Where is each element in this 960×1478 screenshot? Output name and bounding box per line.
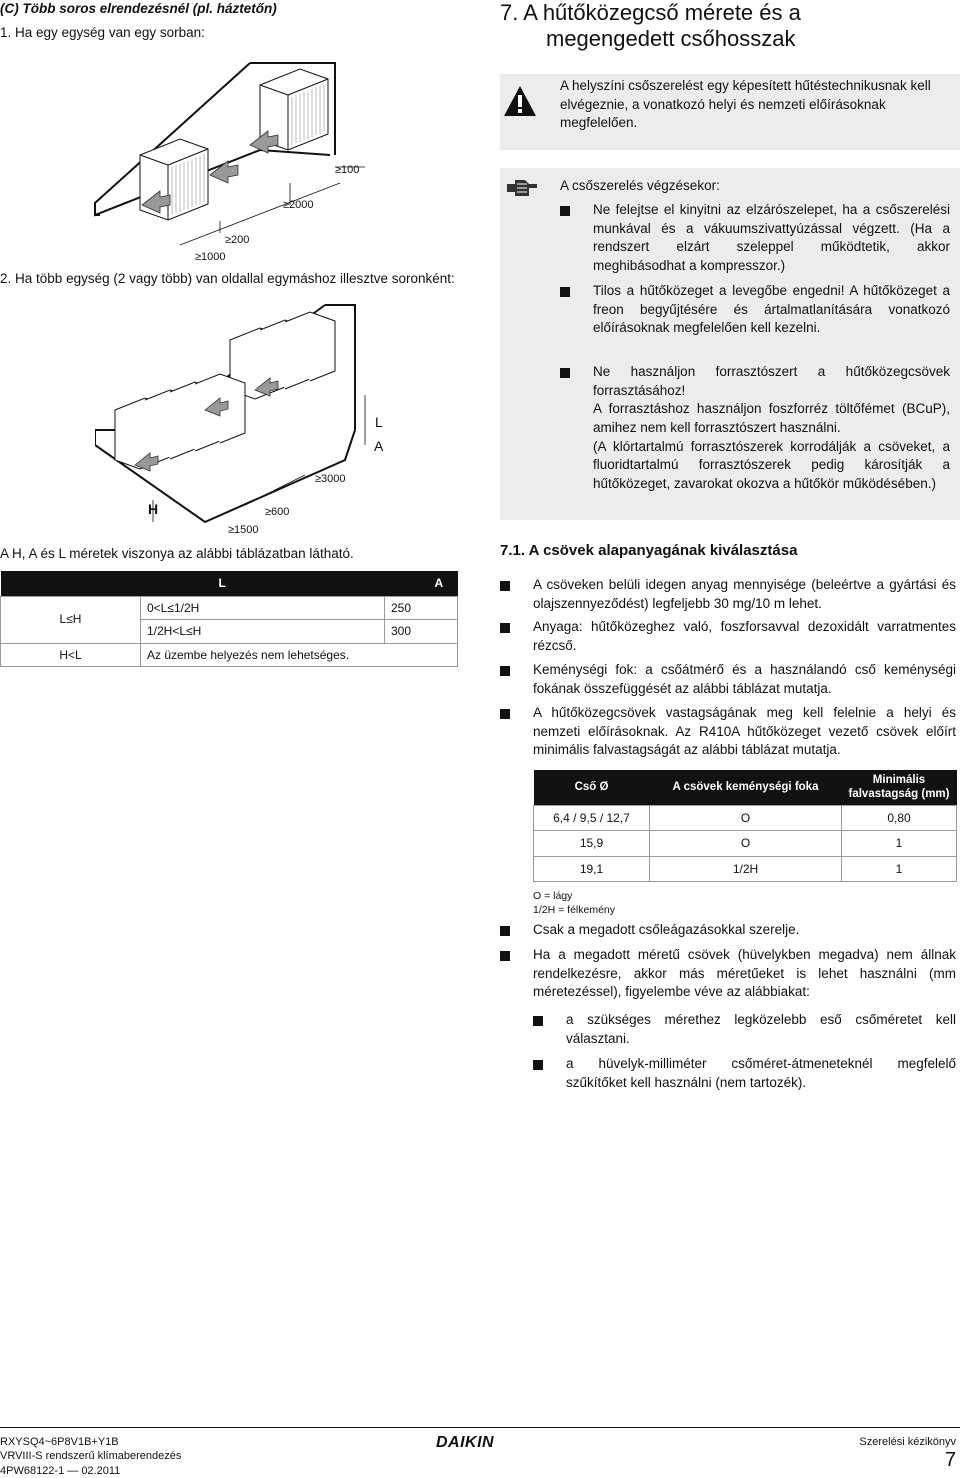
bullet-square-icon — [560, 206, 570, 216]
note-bullet — [560, 201, 950, 276]
sub-bullet — [533, 1055, 956, 1092]
table-row — [534, 856, 957, 882]
brand-logo: DAIKIN — [436, 1434, 495, 1451]
item-2 — [0, 270, 470, 289]
dim-2000: ≥2000 — [283, 199, 314, 211]
material-bullet-text: Keménységi fok: a csőátmérő és a használandó cső keménységi fokának összefüggését az alábbi táblázat mutatja. — [533, 662, 956, 696]
bullet-square-icon — [500, 709, 510, 719]
material-bullet — [500, 704, 956, 760]
sub-bullet — [533, 1011, 956, 1048]
dim-100: ≥100 — [335, 164, 360, 176]
warning-text: A helyszíni csőszerelést egy képesített hűtéstechnikusnak kell elvégeznie, a vonatkozó helyi és nemzeti előírásoknak megfelelően. — [560, 78, 931, 131]
pipe-table — [533, 770, 957, 882]
note-intro: A csőszerelés végzésekor: — [560, 178, 720, 193]
table-row — [1, 596, 458, 620]
multi-unit-diagram — [95, 300, 415, 530]
bullet-square-icon — [500, 951, 510, 961]
legend-soft: O = lágy — [533, 890, 573, 902]
note-bullet-text: Ne használjon forrasztószert a hűtőközegcsövek forrasztásához! — [593, 364, 950, 398]
pipe-bullet-text: Csak a megadott csőleágazásokkal szerelje. — [533, 922, 800, 937]
label-L: L — [375, 414, 383, 430]
table-cell: 19,1 — [534, 856, 650, 882]
dim-600: ≥600 — [265, 506, 290, 518]
table-cell: H<L — [1, 643, 141, 667]
unit-icon — [115, 374, 245, 469]
label-H: H — [148, 501, 159, 517]
section-7-title-line2: megengedett csőhosszak — [546, 26, 796, 52]
item-2-text: Ha több egység (2 vagy több) van oldallal egymáshoz illesztve soronként: — [15, 271, 455, 286]
table-cell: O — [650, 805, 842, 831]
bullet-square-icon — [560, 368, 570, 378]
sub-bullet-text: a hüvelyk-milliméter csőméret-átmeneteknél megfelelő szűkítőket kell használni (nem tartozék). — [566, 1056, 956, 1090]
bullet-square-icon — [500, 666, 510, 676]
warning-icon — [502, 84, 538, 118]
table-cell: 6,4 / 9,5 / 12,7 — [534, 805, 650, 831]
table-cell: Az üzembe helyezés nem lehetséges. — [141, 643, 458, 667]
pipe-bullet-text: Ha a megadott méretű csövek (hüvelykben megadva) nem állnak rendelkezésre, akkor más méretűeket is lehet használni (mm méretezéssel), figyelembe véve az alábbiakat: — [533, 947, 956, 1000]
dim-200: ≥200 — [225, 234, 250, 246]
section-7-title — [500, 0, 801, 53]
table-header-A: A — [385, 571, 458, 596]
table-cell: 0,80 — [842, 805, 957, 831]
section-7-title-line1: 7. A hűtőközegcső mérete és a — [500, 0, 801, 25]
material-bullet — [500, 618, 956, 655]
note-bullet — [560, 363, 950, 493]
table-row — [1, 643, 458, 667]
pipe-bullet — [500, 946, 956, 1002]
item-2-number: 2. — [0, 271, 12, 286]
material-bullet-text: A hűtőközegcsövek vastagságának meg kell felelnie a helyi és nemzeti előírásoknak. Az R410A hűtőközeget vezető csövek előírt minimális falvastagságát az alábbi táblázat mutatja. — [533, 705, 956, 758]
label-A: A — [374, 438, 384, 454]
bullet-square-icon — [500, 926, 510, 936]
material-bullet-text: Anyaga: hűtőközeghez való, foszforsavval dezoxidált varratmentes rézcső. — [533, 619, 956, 653]
table-cell: 1 — [842, 831, 957, 857]
table-row — [534, 831, 957, 857]
note-bullet-text: Tilos a hűtőközeget a levegőbe engedni! A hűtőközeget a freon begyűjtésére és ártalmatlanítására vonatkozó előírásoknak megfelelően kell kezelni. — [593, 283, 950, 336]
pipe-table-header: A csövek keménységi foka — [650, 770, 842, 805]
page-number: 7 — [944, 1449, 956, 1471]
legend-half-hard: 1/2H = félkemény — [533, 903, 616, 916]
note-extra-text: A forrasztáshoz használjon foszforréz töltőfémet (BCuP), amihez nem kell forrasztószert használni. — [593, 401, 950, 435]
table-cell: 250 — [385, 596, 458, 620]
ratio-table — [0, 571, 458, 667]
bullet-square-icon — [500, 581, 510, 591]
section-7-1-title: 7.1. A csövek alapanyagának kiválasztása — [500, 542, 798, 559]
table-cell: 15,9 — [534, 831, 650, 857]
dim-1500: ≥1500 — [228, 524, 259, 536]
note-bullet — [560, 282, 950, 338]
pipe-table-header: Minimális falvastagság (mm) — [842, 770, 957, 805]
table-header-L: L — [141, 571, 385, 596]
table-cell: O — [650, 831, 842, 857]
table-header-cell — [1, 571, 141, 596]
footer-left — [0, 1435, 181, 1478]
footer-doc-number: 4PW68122-1 — 02.2011 — [0, 1464, 121, 1477]
pipe-bullet — [500, 921, 956, 940]
material-bullet — [500, 576, 956, 613]
footer-system: VRVIII-S rendszerű klímaberendezés — [0, 1450, 182, 1463]
sub-bullet-text: a szükséges mérethez legközelebb eső csőméretet kell választani. — [566, 1012, 956, 1046]
footer-rule — [0, 1427, 960, 1428]
table-cell: L≤H — [1, 596, 141, 643]
table-row — [534, 805, 957, 831]
table-cell: 300 — [385, 620, 458, 644]
unit-icon — [230, 312, 335, 399]
ratio-text: A H, A és L méretek viszonya az alábbi táblázatban látható. — [0, 546, 354, 561]
table-cell: 1/2H — [650, 856, 842, 882]
material-bullet-text: A csöveken belüli idegen anyag mennyisége (beleértve a gyártási és olajszennyeződést) legfeljebb 30 mg/10 m lehet. — [533, 577, 956, 611]
bullet-square-icon — [533, 1060, 543, 1070]
note-bullet-text: Ne felejtse el kinyitni az elzárószelepet, ha a csőszerelési munkával és a vákuumszivattyúzással végzett. (Ha a rendszert elzárt szeleppel működtetik, akkor meghibásodhat a kompresszor.) — [593, 202, 950, 273]
note-extra-text: (A klórtartalmú forrasztószerek korrodálják a csöveket, a fluoridtartalmú forrasztószerek pedig károsítják a hűtőközeget, zavarokat okozva a hűtőkör működésében.) — [593, 438, 950, 491]
pipe-table-header: Cső Ø — [534, 770, 650, 805]
note-hand-icon — [505, 176, 539, 200]
pipe-table-legend — [533, 890, 615, 917]
dim-1000: ≥1000 — [195, 251, 226, 263]
material-bullet — [500, 661, 956, 698]
table-cell: 1 — [842, 856, 957, 882]
footer-model: RXYSQ4~6P8V1B+Y1B — [0, 1436, 119, 1448]
table-cell: 1/2H<L≤H — [141, 620, 385, 644]
item-1-label: 1. Ha egy egység van egy sorban: — [0, 25, 205, 40]
footer-manual: Szerelési kézikönyv — [859, 1436, 956, 1448]
dim-3000: ≥3000 — [315, 473, 346, 485]
section-c-title: (C) Több soros elrendezésnél (pl. háztetőn) — [0, 1, 277, 16]
bullet-square-icon — [560, 287, 570, 297]
table-cell: 0<L≤1/2H — [141, 596, 385, 620]
bullet-square-icon — [533, 1016, 543, 1026]
bullet-square-icon — [500, 623, 510, 633]
